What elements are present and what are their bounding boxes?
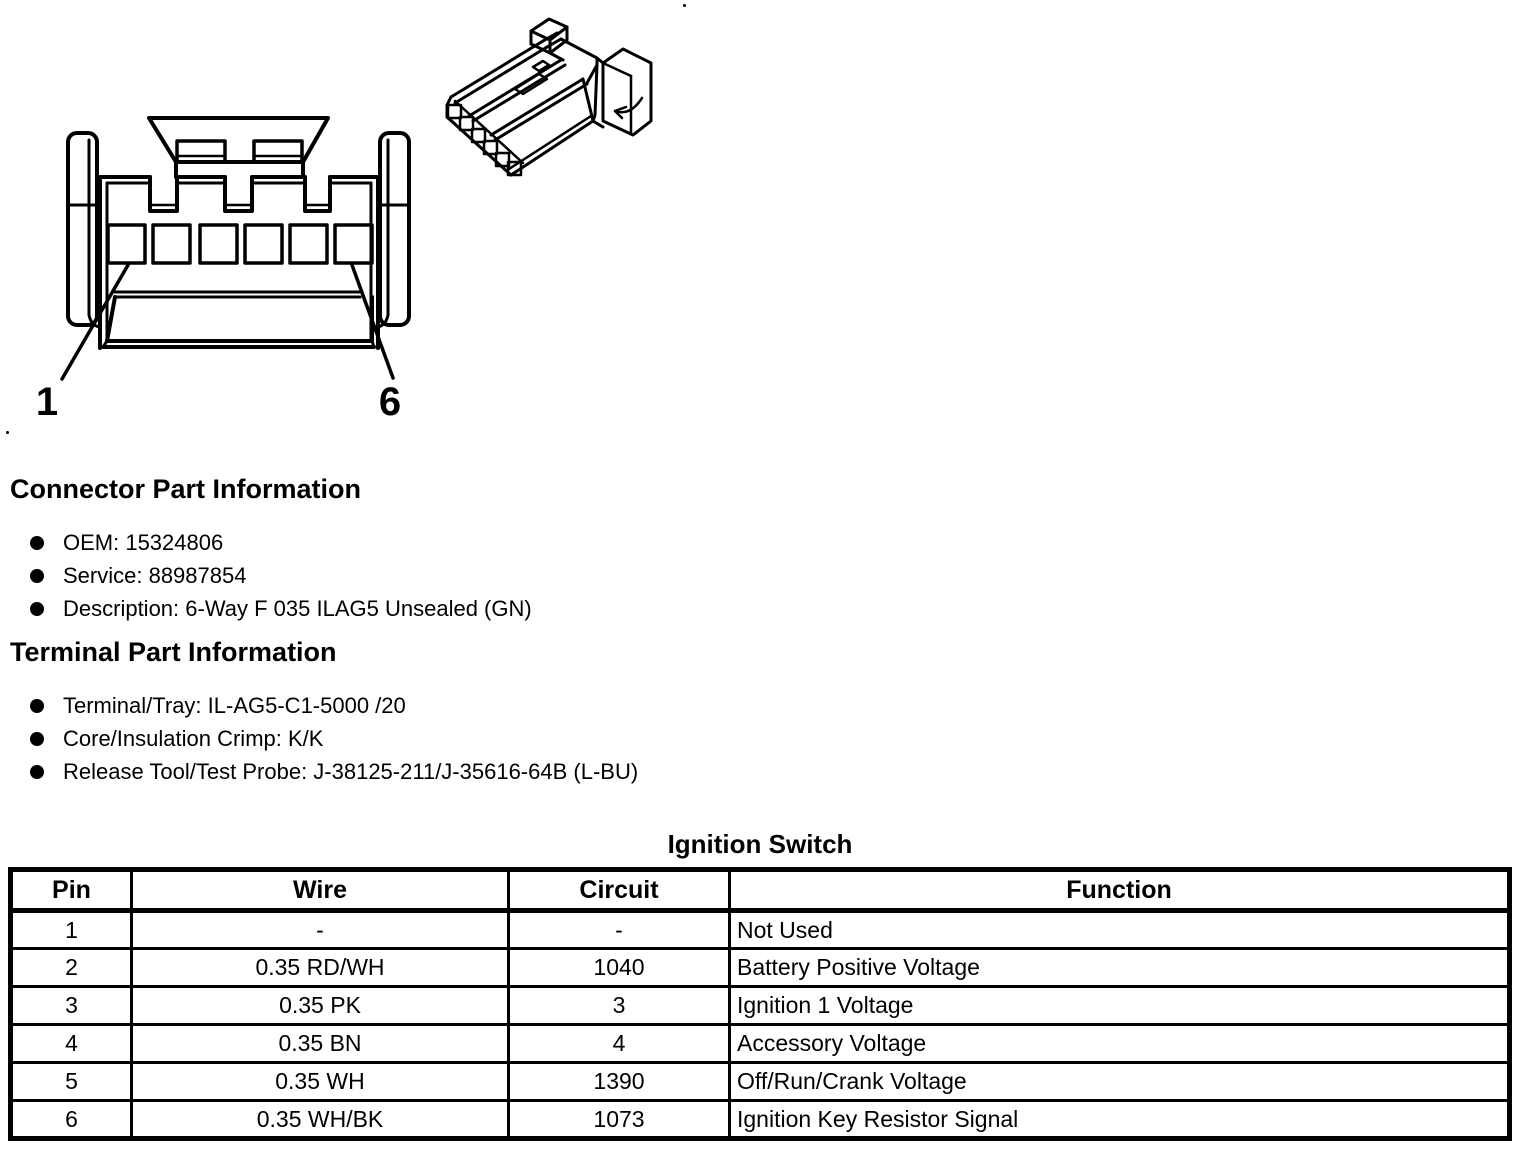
list-item [30, 531, 532, 555]
table-row [11, 1025, 1510, 1063]
bullet-icon [30, 699, 44, 713]
list-item [30, 597, 532, 621]
list-item [30, 694, 638, 718]
table-row [11, 949, 1510, 987]
cell-wire: 0.35 BN [132, 1025, 509, 1063]
cell-function: Accessory Voltage [730, 1025, 1510, 1063]
col-header-circuit: Circuit [509, 870, 730, 911]
scan-artifact-dot [683, 4, 686, 7]
table-row [11, 987, 1510, 1025]
cell-pin: 3 [11, 987, 132, 1025]
cell-wire: 0.35 RD/WH [132, 949, 509, 987]
cavity-3 [200, 225, 237, 263]
cell-circuit: 1390 [509, 1063, 730, 1101]
table-row [11, 911, 1510, 949]
connector-part-info-list [30, 531, 532, 630]
cell-wire: 0.35 PK [132, 987, 509, 1025]
cavity-2 [153, 225, 190, 263]
terminal-part-info-heading: Terminal Part Information [10, 637, 337, 667]
bullet-icon [30, 732, 44, 746]
cell-function: Ignition 1 Voltage [730, 987, 1510, 1025]
cell-function: Off/Run/Crank Voltage [730, 1063, 1510, 1101]
col-header-pin: Pin [11, 870, 132, 911]
right-ear-outline [380, 133, 409, 325]
iso-cavity [460, 117, 473, 130]
table-title: Ignition Switch [667, 829, 853, 859]
list-item [30, 760, 638, 784]
connector-isometric-drawing [445, 3, 670, 178]
cell-wire: - [132, 911, 509, 949]
list-item-text: OEM: 15324806 [63, 530, 224, 555]
cavity-4 [245, 225, 282, 263]
list-item-text: Terminal/Tray: IL-AG5-C1-5000 /20 [63, 693, 406, 718]
cell-wire: 0.35 WH [132, 1063, 509, 1101]
cell-circuit: 4 [509, 1025, 730, 1063]
cell-pin: 5 [11, 1063, 132, 1101]
connector-part-info-heading: Connector Part Information [10, 474, 362, 504]
list-item-text: Description: 6-Way F 035 ILAG5 Unsealed (GN) [63, 596, 532, 621]
table-header-row [11, 870, 1510, 911]
latch-window [177, 141, 225, 162]
table-row [11, 1063, 1510, 1101]
cell-function: Ignition Key Resistor Signal [730, 1101, 1510, 1139]
bullet-icon [30, 569, 44, 583]
bullet-icon [30, 765, 44, 779]
cell-circuit: 1040 [509, 949, 730, 987]
list-item-text: Core/Insulation Crimp: K/K [63, 726, 324, 751]
side-flange [603, 49, 651, 135]
col-header-wire: Wire [132, 870, 509, 911]
connector-front-view-drawing [30, 95, 470, 425]
bullet-icon [30, 536, 44, 550]
iso-cavity [448, 105, 461, 118]
list-item [30, 727, 638, 751]
cell-pin: 6 [11, 1101, 132, 1139]
list-item [30, 564, 532, 588]
pin-6-label: 6 [378, 380, 402, 424]
terminal-part-info-list [30, 694, 638, 793]
cavity-6 [335, 225, 372, 263]
list-item-text: Release Tool/Test Probe: J-38125-211/J-35616-64B (L-BU) [63, 759, 639, 784]
scan-artifact-dot [6, 431, 9, 434]
cell-function: Battery Positive Voltage [730, 949, 1510, 987]
bullet-icon [30, 602, 44, 616]
cell-pin: 4 [11, 1025, 132, 1063]
pinout-table [8, 867, 1512, 1141]
cell-circuit: 3 [509, 987, 730, 1025]
cell-circuit: 1073 [509, 1101, 730, 1139]
cell-pin: 2 [11, 949, 132, 987]
cell-circuit: - [509, 911, 730, 949]
cavity-5 [290, 225, 327, 263]
list-item-text: Service: 88987854 [63, 563, 247, 588]
cell-pin: 1 [11, 911, 132, 949]
left-ear-outline [68, 133, 97, 325]
pin-1-label: 1 [35, 380, 59, 424]
cell-function: Not Used [730, 911, 1510, 949]
col-header-function: Function [730, 870, 1510, 911]
latch-window [254, 141, 302, 162]
cell-wire: 0.35 WH/BK [132, 1101, 509, 1139]
table-row [11, 1101, 1510, 1139]
cavity-1 [108, 225, 145, 263]
